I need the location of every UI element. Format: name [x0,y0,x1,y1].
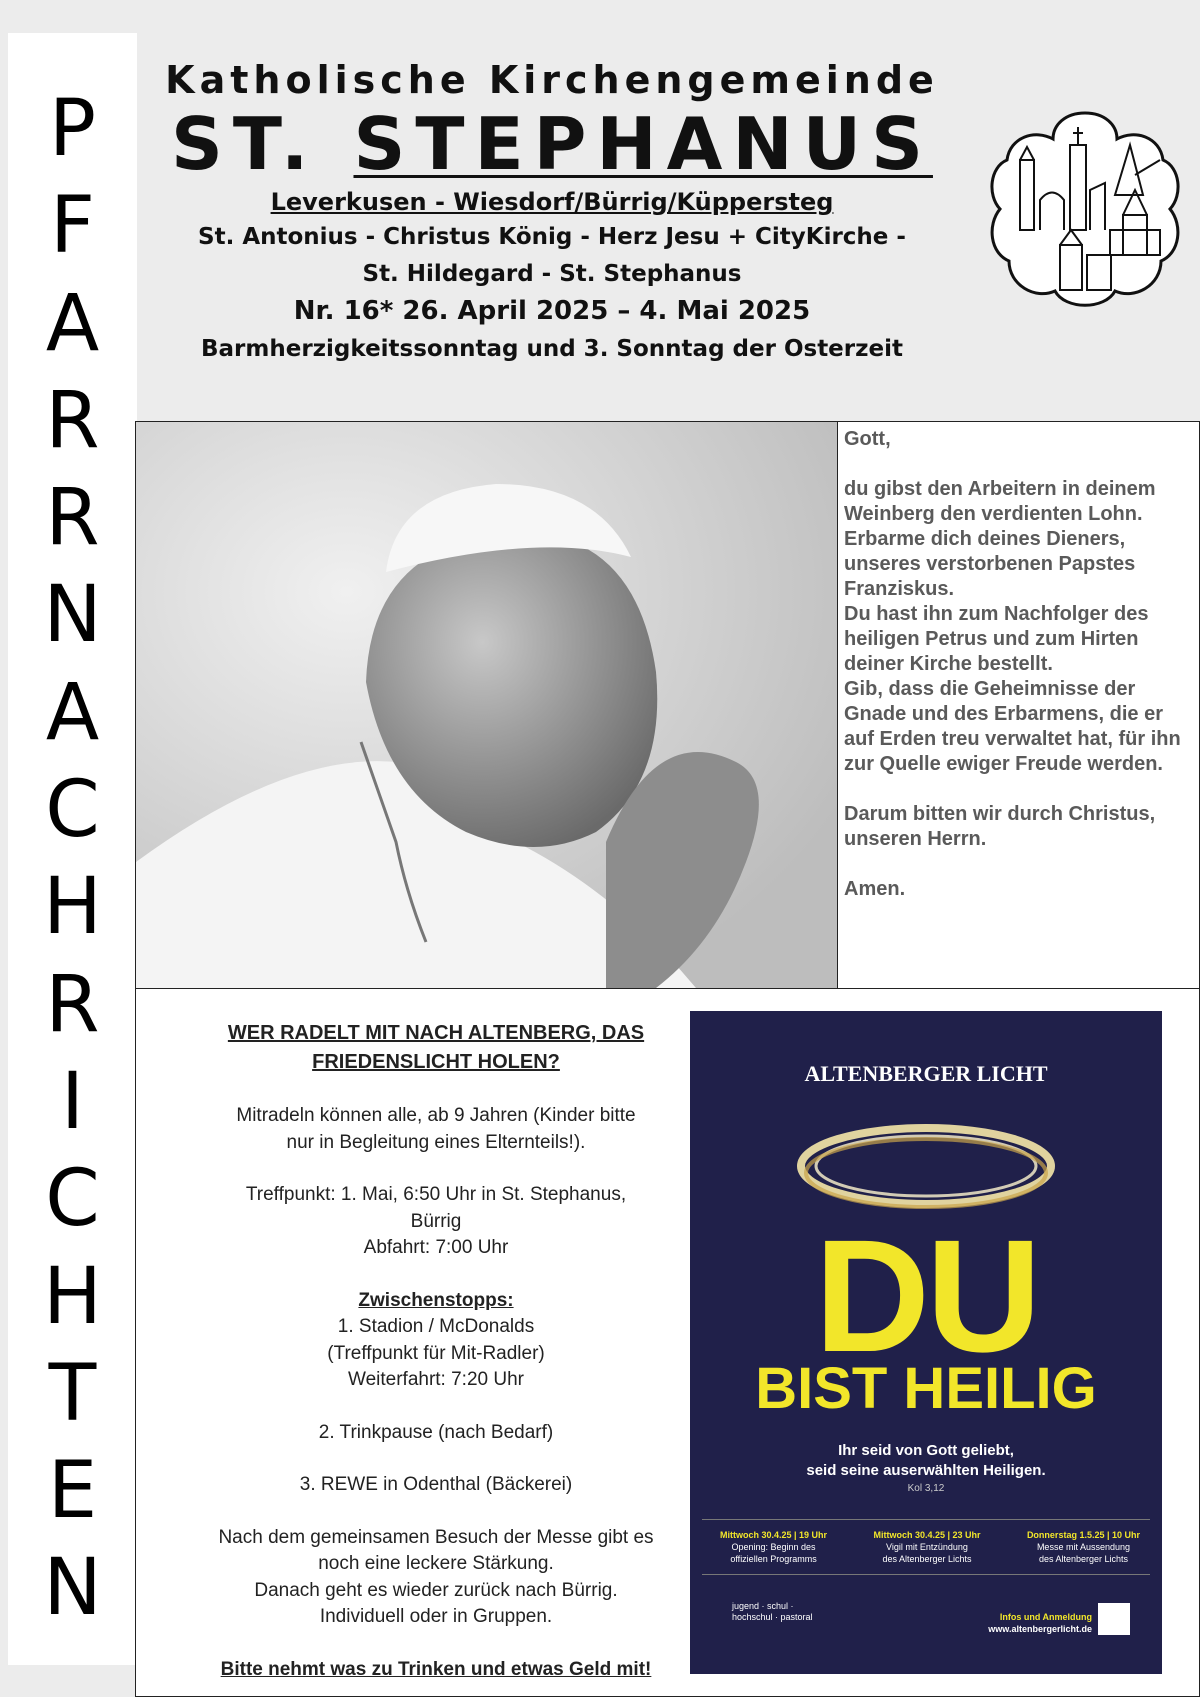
title-letter: R [45,375,100,466]
parish-name [137,104,967,184]
title-letter: R [45,473,100,564]
event-date: Mittwoch 30.4.25 | 23 Uhr Vigil mit Entzündung des Altenberger Lichts [873,1530,981,1564]
verse-line: seid seine auserwählten Heiligen. [806,1462,1046,1479]
issue-date: Nr. 16* 26. April 2025 – 4. Mai 2025 [293,296,811,326]
ride-text: Bürrig [410,1210,462,1232]
registration-info: Infos und Anmeldung www.altenbergerlicht.de [988,1612,1092,1634]
prayer-paragraph: Darum bitten wir durch Christus, unseren Herrn. [844,803,1156,850]
title-letter: N [43,570,102,661]
title-letter: F [50,181,95,272]
ride-text: (Treffpunkt für Mit-Radler) [327,1342,545,1364]
parish-logo [985,105,1185,317]
title-letter: C [45,1154,100,1245]
ride-note: Bitte nehmt was zu Trinken und etwas Geld mit! [220,1658,652,1680]
event-date: Donnerstag 1.5.25 | 10 Uhr Messe mit Aussendung des Altenberger Lichts [1026,1530,1140,1564]
pope-portrait-image [136,422,838,988]
ride-text: 3. REWE in Odenthal (Bäckerei) [299,1474,573,1495]
title-letter: H [43,1251,102,1342]
churches-line-1: St. Antonius - Christus König - Herz Jesu + CityKirche - [198,224,906,250]
prayer-amen: Amen. [844,878,906,900]
ride-text: Mitradeln können alle, ab 9 Jahren (Kinder bitte [236,1105,636,1126]
prayer-text [844,422,1198,988]
ride-text: nur in Begleitung eines Elternteils!). [286,1131,586,1153]
divider [702,1574,1150,1575]
stops-heading: Zwischenstopps: [358,1289,514,1311]
title-letter: P [48,84,97,174]
ride-title: FRIEDENSLICHT HOLEN? [312,1051,560,1073]
title-letter: I [60,1056,84,1147]
parish-type: Katholische Kirchengemeinde [165,58,939,102]
title-letter: C [45,765,100,856]
ride-text: Danach geht es wieder zurück nach Bürrig. [254,1579,618,1601]
parish-name-prefix: ST. [171,102,319,186]
poster-subheadline: BIST HEILIG [755,1356,1097,1421]
parish-name-main: STEPHANUS [353,102,933,186]
title-letter: H [43,862,102,953]
ride-text: 2. Trinkpause (nach Bedarf) [318,1421,554,1443]
ride-text: Individuell oder in Gruppen. [319,1606,553,1627]
bike-ride-announcement [186,1019,686,1683]
poster-headline: DU [814,1206,1038,1385]
title-letter: A [45,667,100,758]
prayer-paragraph: Erbarme dich deines Dieners, unseres verstorbenen Papstes Franziskus. [844,528,1136,600]
locations: Leverkusen - Wiesdorf/Bürrig/Küppersteg [270,188,834,216]
light-halo-icon [786,1111,1066,1221]
poster-verse [690,1441,1162,1481]
title-letter: T [48,1348,97,1439]
ride-text: noch eine leckere Stärkung. [318,1553,554,1574]
announcement-section [135,989,1200,1697]
divider [702,1519,1150,1520]
prayer-paragraph: du gibst den Arbeitern in deinem Weinberg den verdienten Lohn. [844,478,1156,525]
prayer-paragraph: Gib, dass die Geheimnisse der Gnade und des Erbarmens, die er auf Erden treu verwaltet hat, für ihn zur Quelle ewiger Freude werden. [844,678,1181,775]
vertical-title-strip [8,33,137,1665]
masthead [137,0,1200,420]
prayer-salutation: Gott, [844,428,891,450]
organizer-logo: jugend · schul · hochschul · pastoral [732,1601,813,1622]
churches-line-2: St. Hildegard - St. Stephanus [362,261,742,287]
poster-brand: ALTENBERGER LICHT [804,1061,1048,1086]
event-dates [720,1529,1140,1565]
ride-text: Abfahrt: 7:00 Uhr [363,1237,509,1258]
title-letter: R [45,959,100,1050]
ride-text: Weiterfahrt: 7:20 Uhr [347,1369,524,1390]
ride-text: Treffpunkt: 1. Mai, 6:50 Uhr in St. Stephanus, [245,1184,627,1205]
liturgical-day: Barmherzigkeitssonntag und 3. Sonntag der Osterzeit [200,336,903,362]
ride-title: WER RADELT MIT NACH ALTENBERG, DAS [227,1022,645,1044]
memorial-section [135,421,1200,989]
ride-text: 1. Stadion / McDonalds [337,1316,535,1337]
vertical-title [8,81,137,1638]
title-letter: E [47,1446,98,1537]
altenberger-licht-poster [690,1011,1162,1674]
ride-text: Nach dem gemeinsamen Besuch der Messe gibt es [218,1526,654,1548]
verse-reference: Kol 3,12 [907,1483,945,1494]
prayer-paragraph: Du hast ihn zum Nachfolger des heiligen Petrus und zum Hirten deiner Kirche bestellt. [844,603,1149,675]
title-letter: A [45,278,100,369]
qr-code-icon [1098,1603,1130,1635]
title-letter: N [43,1543,102,1634]
verse-line: Ihr seid von Gott geliebt, [838,1442,1014,1459]
event-date: Mittwoch 30.4.25 | 19 Uhr Opening: Beginn des offiziellen Programms [720,1530,828,1564]
